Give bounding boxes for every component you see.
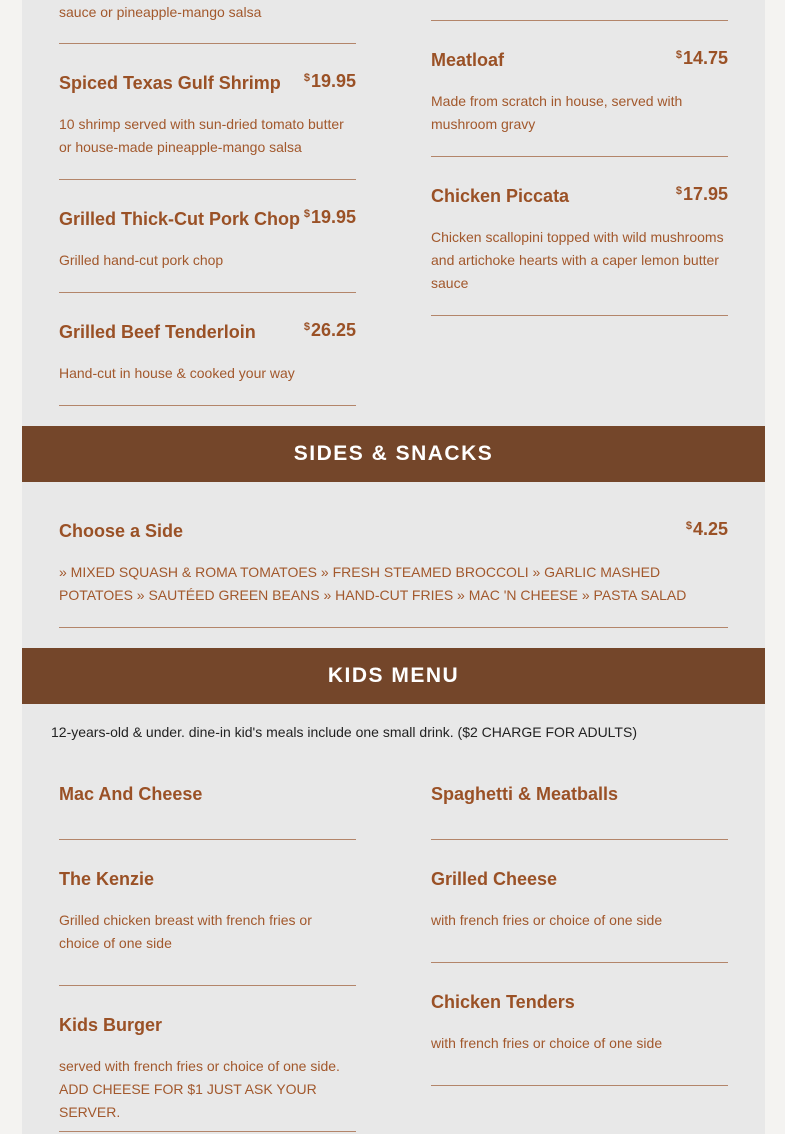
divider xyxy=(59,179,356,180)
menu-item-description: Grilled hand-cut pork chop xyxy=(59,252,224,268)
divider xyxy=(59,43,356,44)
divider xyxy=(59,405,356,406)
menu-item-description: Hand-cut in house & cooked your way xyxy=(59,365,295,381)
menu-item-price: $19.95 xyxy=(303,71,356,91)
menu-item-description: Made from scratch in house, served with mushroom gravy xyxy=(431,93,683,132)
menu-item-description: with french fries or choice of one side xyxy=(431,1035,663,1051)
menu-item-name: Grilled Beef Tenderloin xyxy=(59,322,256,342)
kids-menu-note: 12-years-old & under. dine-in kid's meals include one small drink. ($2 CHARGE FOR ADULTS) xyxy=(51,724,637,740)
menu-item-price: $26.25 xyxy=(303,320,356,340)
menu-item-name: Chicken Piccata xyxy=(431,186,570,206)
section-heading-kids: KIDS MENU xyxy=(22,648,765,704)
divider xyxy=(59,292,356,293)
menu-item-name: Grilled Cheese xyxy=(431,869,558,889)
menu-item-price: $19.95 xyxy=(303,207,356,227)
divider xyxy=(431,839,728,840)
divider xyxy=(59,1131,356,1132)
menu-item-name: Spiced Texas Gulf Shrimp xyxy=(59,73,281,93)
menu-item-description: 10 shrimp served with sun-dried tomato butter or house-made pineapple-mango salsa xyxy=(59,116,344,155)
divider xyxy=(431,20,728,21)
menu-item-name: Kids Burger xyxy=(59,1015,163,1035)
menu-item-price: $17.95 xyxy=(675,184,728,204)
divider xyxy=(431,315,728,316)
menu-item-name: Chicken Tenders xyxy=(431,992,575,1012)
menu-item-price: $14.75 xyxy=(675,48,728,68)
divider xyxy=(59,985,356,986)
divider xyxy=(59,627,728,628)
menu-item-description: » MIXED SQUASH & ROMA TOMATOES » FRESH STEAMED BROCCOLI » GARLIC MASHED POTATOES » SAUTÉED GREEN BEANS » HAND-CUT FRIES » MAC 'N CHEESE » PASTA SALAD xyxy=(59,564,687,603)
divider xyxy=(59,839,356,840)
menu-item-description: Chicken scallopini topped with wild mushrooms and artichoke hearts with a caper lemon butter sauce xyxy=(431,229,724,291)
divider xyxy=(431,1085,728,1086)
menu-item-name: Meatloaf xyxy=(431,50,505,70)
menu-item-description: Grilled chicken breast with french fries or choice of one side xyxy=(59,912,312,951)
menu-item-name: Grilled Thick-Cut Pork Chop xyxy=(59,209,301,229)
menu-item-name: Mac And Cheese xyxy=(59,784,203,804)
menu-item-name: Spaghetti & Meatballs xyxy=(431,784,619,804)
divider xyxy=(431,156,728,157)
menu-item-description: sauce or pineapple-mango salsa xyxy=(59,4,262,20)
menu-item-name: The Kenzie xyxy=(59,869,155,889)
menu-item-name: Choose a Side xyxy=(59,521,184,541)
section-heading-sides: SIDES & SNACKS xyxy=(22,426,765,482)
divider xyxy=(431,962,728,963)
menu-item-description: served with french fries or choice of one side. ADD CHEESE FOR $1 JUST ASK YOUR SERVER. xyxy=(59,1058,340,1120)
menu-item-price: $4.25 xyxy=(685,519,728,539)
menu-item-description: with french fries or choice of one side xyxy=(431,912,663,928)
